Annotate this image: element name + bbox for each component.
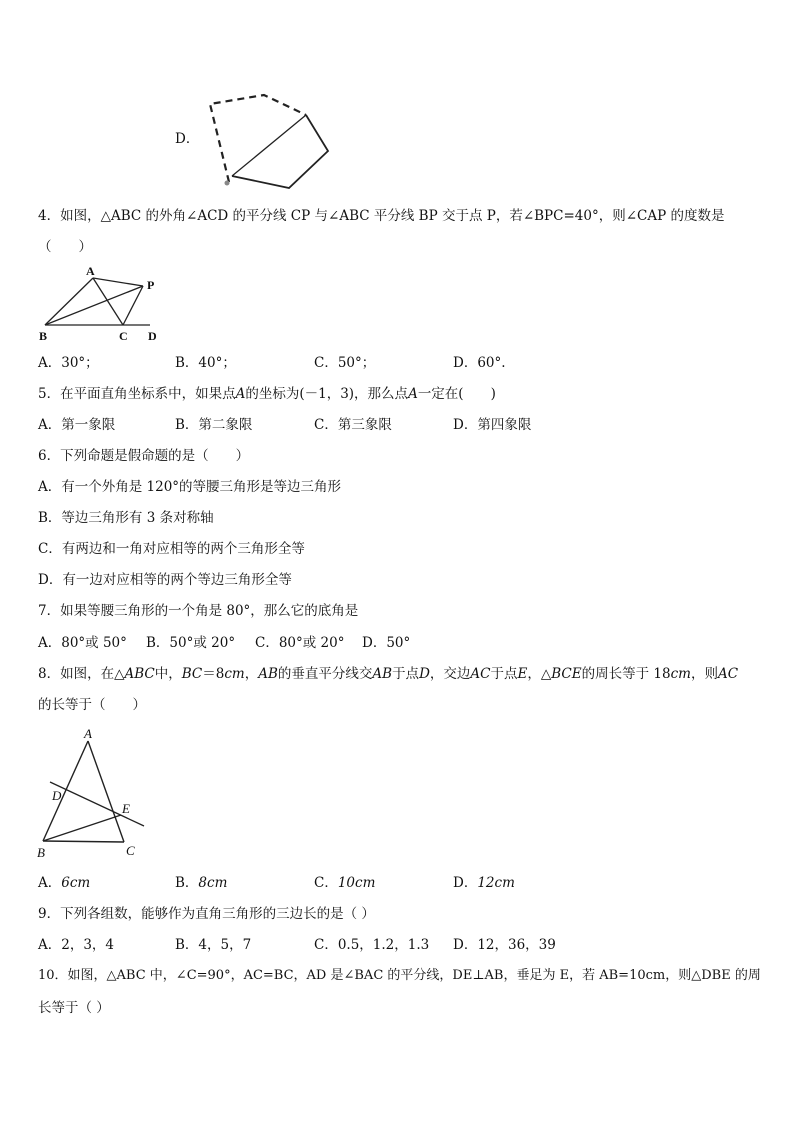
q8-stem-line1: 8．如图，在△ABC中，BC＝8cm，AB的垂直平分线交AB于点D，交边AC于点E，△BCE的周长等于 18cm，则AC (38, 666, 739, 682)
q6-option-d: D．有一边对应相等的两个等边三角形全等 (38, 572, 292, 588)
q10-stem-line1: 10．如图，△ABC 中，∠C=90°，AC=BC，AD 是∠BAC 的平分线，DE⊥AB，垂足为 E，若 AB=10cm，则△DBE 的周 (38, 968, 761, 983)
q4-option-c: C．50°； (314, 355, 376, 371)
q3-option-d-label: D． (175, 131, 200, 147)
q7-option-b: B．50°或 20° (146, 635, 236, 651)
q8-option-c: C．10cm (314, 875, 376, 891)
q5-option-c: C．第三象限 (314, 417, 392, 433)
q5-point-a: A (235, 386, 246, 402)
q4-option-b: B．40°； (175, 355, 236, 371)
q9-option-b: B．4，5，7 (175, 937, 252, 953)
q4-label-c: C (119, 329, 128, 343)
q9-option-d: D．12，36，39 (453, 937, 556, 953)
q4-label-b: B (39, 329, 48, 343)
q6-option-a: A．有一个外角是 120°的等腰三角形是等边三角形 (38, 479, 342, 495)
q4-label-d: D (148, 329, 157, 343)
q6-option-c: C．有两边和一角对应相等的两个三角形全等 (38, 541, 305, 557)
q5-option-b: B．第二象限 (175, 417, 253, 433)
q8-label-d: D (52, 788, 62, 803)
q8-label-a: A (84, 726, 92, 741)
q4-label-a: A (86, 264, 95, 278)
q5-point-a-2: A (408, 386, 418, 402)
q9-option-c: C．0.5，1.2，1.3 (314, 937, 430, 953)
q4-stem-line1: 4．如图，△ABC 的外角∠ACD 的平分线 CP 与∠ABC 平分线 BP 交于点 P，若∠BPC=40°，则∠CAP 的度数是 (38, 208, 725, 224)
q4-option-d: D．60°. (453, 355, 506, 371)
q5-stem: 5．在平面直角坐标系中，如果点A的坐标为(－1，3)，那么点A一定在( ) (38, 386, 496, 402)
q4-label-p: P (147, 278, 155, 292)
q10-stem-line2: 长等于（ ） (38, 1000, 110, 1016)
q5-option-a: A．第一象限 (38, 417, 116, 433)
q9-stem: 9．下列各组数，能够作为直角三角形的三边长的是（ ） (38, 906, 375, 922)
q8-stem-line2: 的长等于（ ） (38, 697, 146, 713)
q8-option-b: B．8cm (175, 875, 228, 891)
q8-label-e: E (122, 801, 130, 816)
q8-option-a: A．6cm (38, 875, 91, 891)
q7-option-c: C．80°或 20° (255, 635, 345, 651)
q5-option-d: D．第四象限 (453, 417, 532, 433)
q4-stem-line2: （ ） (38, 239, 92, 255)
q8-option-d: D．12cm (453, 875, 515, 891)
q6-stem: 6．下列命题是假命题的是（ ） (38, 448, 250, 464)
q8-label-c: C (126, 843, 135, 858)
q4-option-a: A．30°； (38, 355, 99, 371)
q9-option-a: A．2，3，4 (38, 937, 115, 953)
q8-label-b: B (37, 845, 45, 860)
q6-option-b: B．等边三角形有 3 条对称轴 (38, 510, 214, 526)
q7-option-a: A．80°或 50° (38, 635, 127, 651)
q7-option-d: D．50° (362, 635, 411, 651)
q7-stem: 7．如果等腰三角形的一个角是 80°，那么它的底角是 (38, 603, 359, 619)
